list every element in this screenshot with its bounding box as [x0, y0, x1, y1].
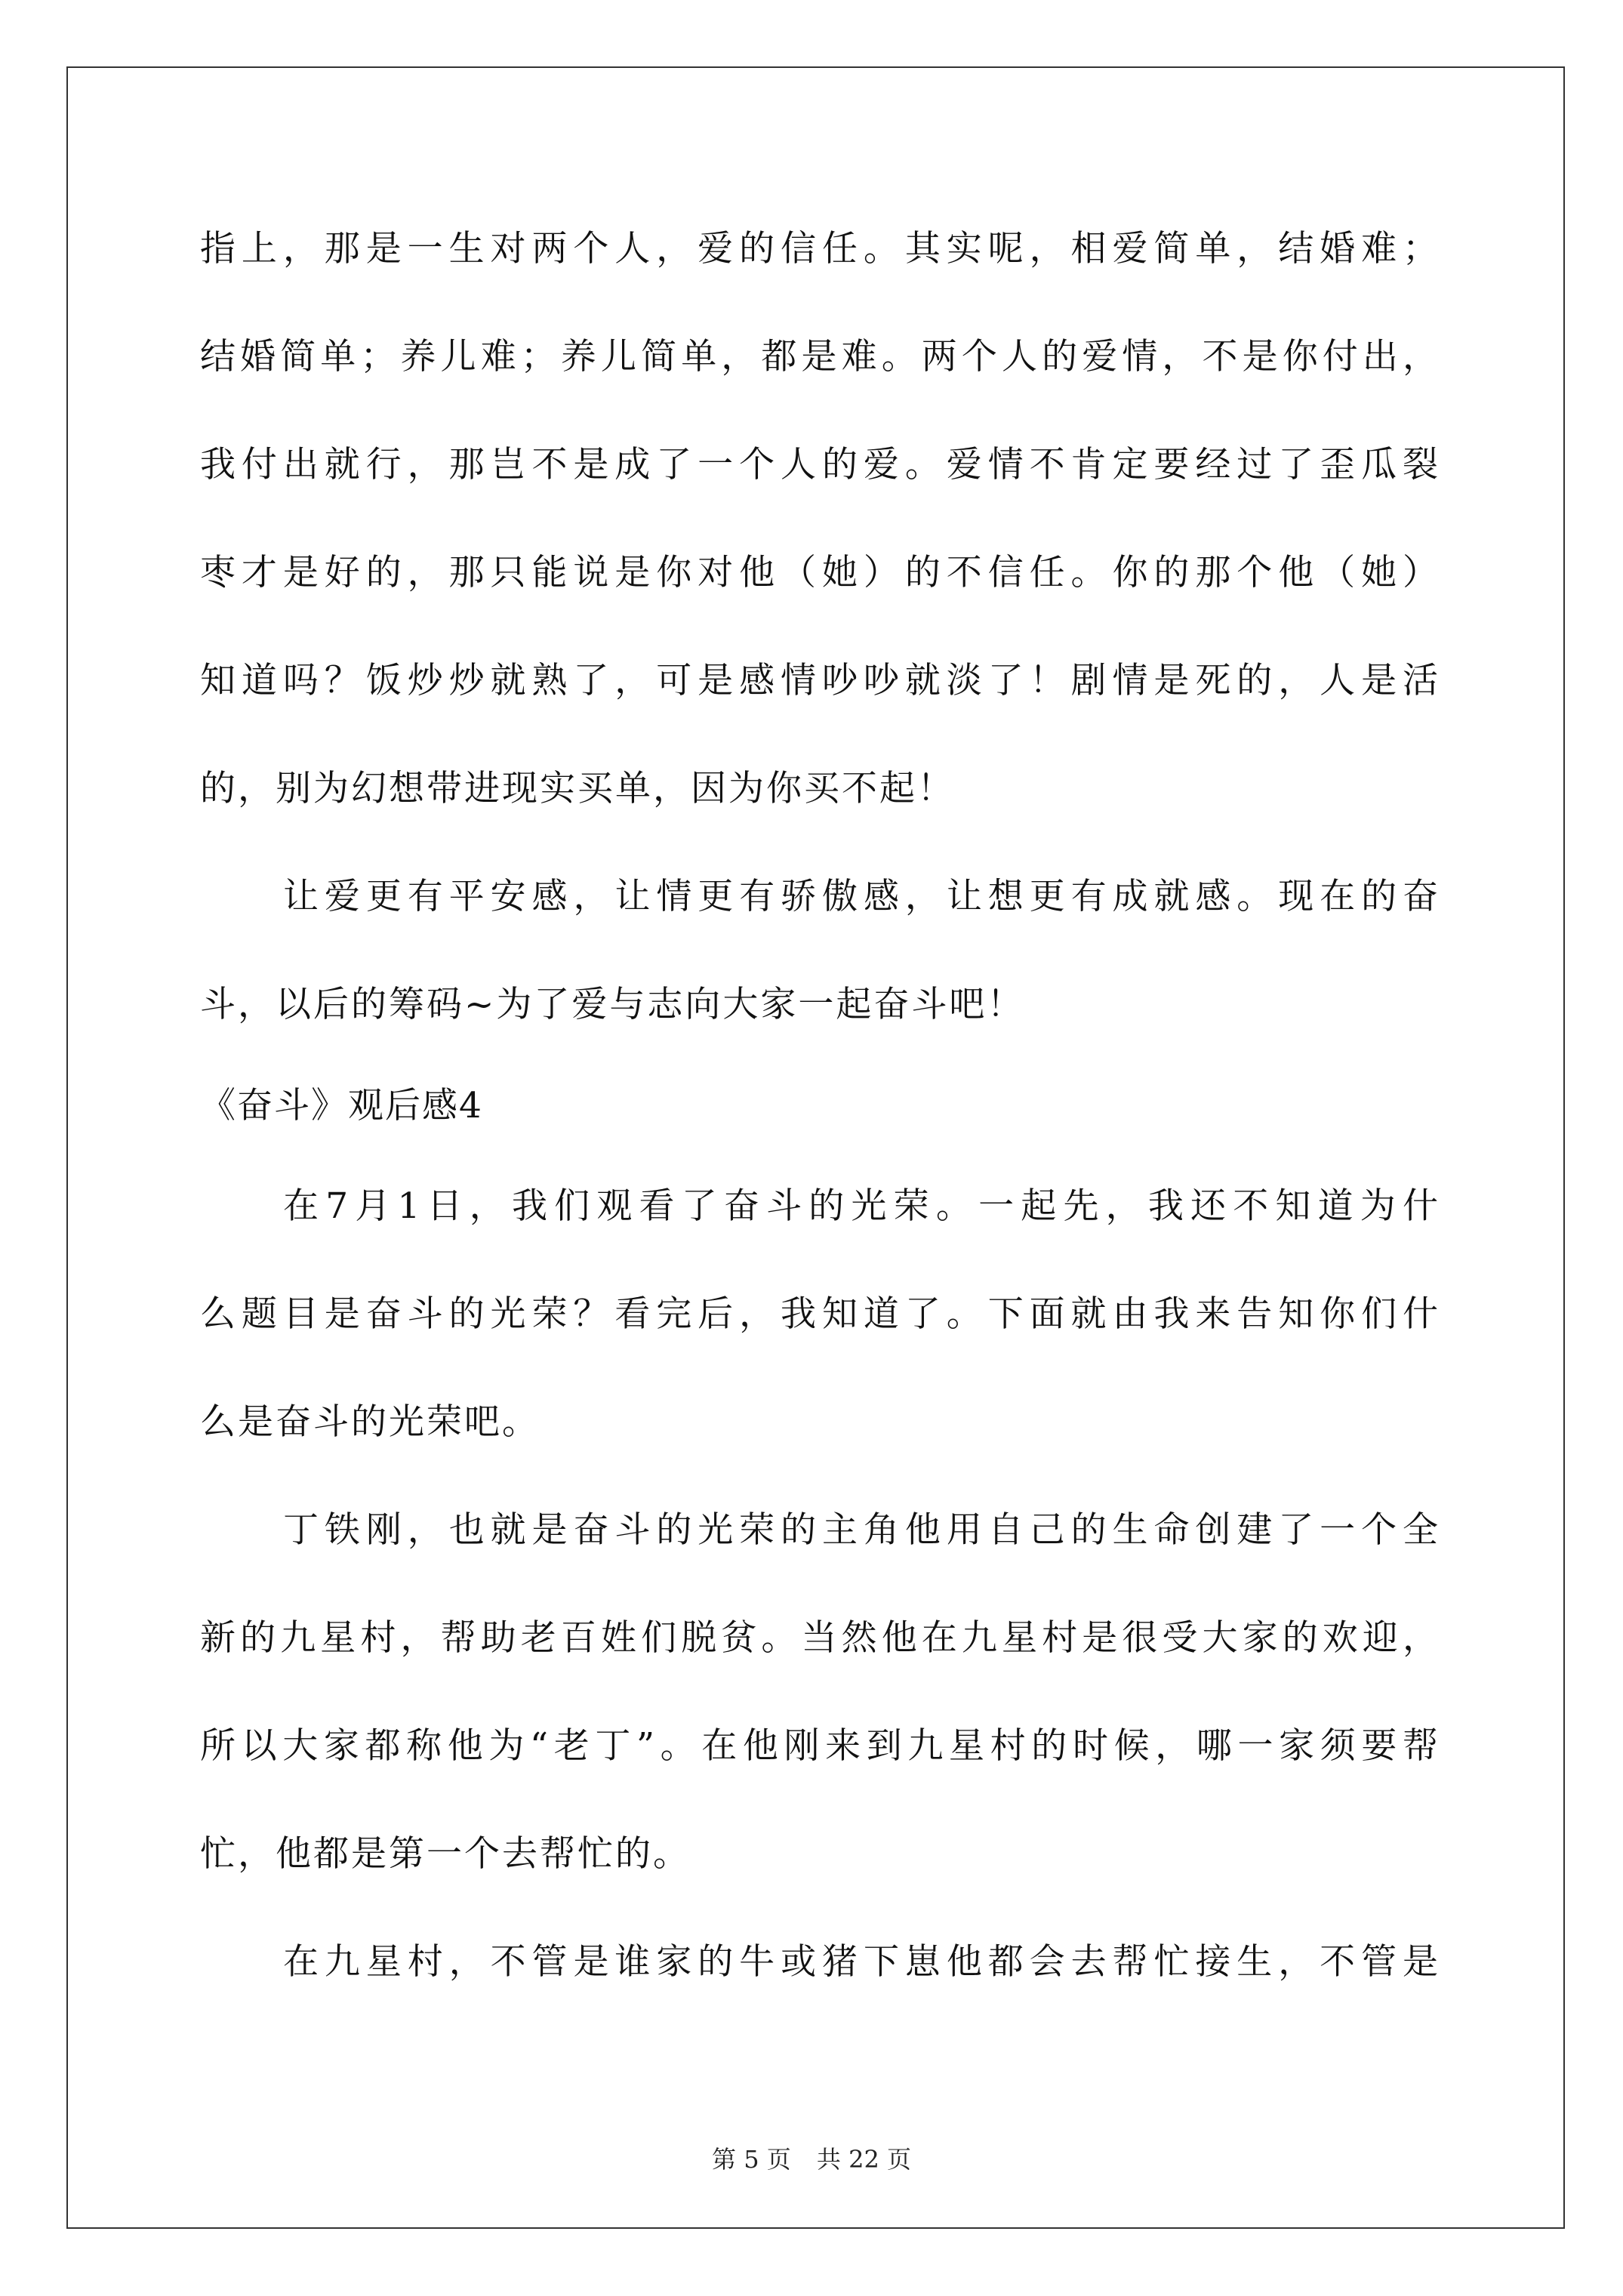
text-line: 忙，他都是第一个去帮忙的。	[200, 1833, 691, 1875]
text-line: 新的九星村，帮助老百姓们脱贫。当然他在九星村是很受大家的欢迎，	[200, 1617, 1438, 1659]
paragraph-first-line: 在九星村，不管是谁家的牛或猪下崽他都会去帮忙接生，不管是	[283, 1941, 1438, 1983]
page-footer	[0, 2144, 1623, 2174]
text-line: 知道吗？饭炒炒就熟了，可是感情吵吵就淡了！剧情是死的，人是活	[200, 660, 1438, 701]
page-number: 第 5 页	[712, 2145, 791, 2174]
text-line: 的，别为幻想带进现实买单，因为你买不起！	[200, 768, 955, 809]
text-line: 所以大家都称他为“老丁”。在他刚来到九星村的时候，哪一家须要帮	[200, 1725, 1438, 1767]
text-line: 么题目是奋斗的光荣？看完后，我知道了。下面就由我来告知你们什	[200, 1293, 1438, 1335]
text-line: 指上，那是一生对两个人，爱的信任。其实呢，相爱简单，结婚难；	[200, 228, 1438, 270]
page-total: 共 22 页	[816, 2145, 911, 2174]
text-line: 我付出就行，那岂不是成了一个人的爱。爱情不肯定要经过了歪瓜裂	[200, 444, 1438, 485]
text-line: 么是奋斗的光荣吧。	[200, 1401, 540, 1443]
paragraph-first-line: 让爱更有平安感，让情更有骄傲感，让想更有成就感。现在的奋	[283, 876, 1438, 917]
page-border	[66, 66, 1565, 2229]
paragraph-first-line: 丁铁刚，也就是奋斗的光荣的主角他用自己的生命创建了一个全	[283, 1509, 1438, 1551]
text-line: 结婚简单；养儿难；养儿简单，都是难。两个人的爱情，不是你付出，	[200, 336, 1438, 378]
paragraph-first-line: 在7月1日，我们观看了奋斗的光荣。一起先，我还不知道为什	[283, 1185, 1438, 1227]
text-line: 斗，以后的筹码~为了爱与志向大家一起奋斗吧！	[200, 984, 1025, 1025]
text-line: 枣才是好的，那只能说是你对他（她）的不信任。你的那个他（她）	[200, 552, 1438, 593]
section-heading: 《奋斗》观后感4	[200, 1085, 483, 1126]
